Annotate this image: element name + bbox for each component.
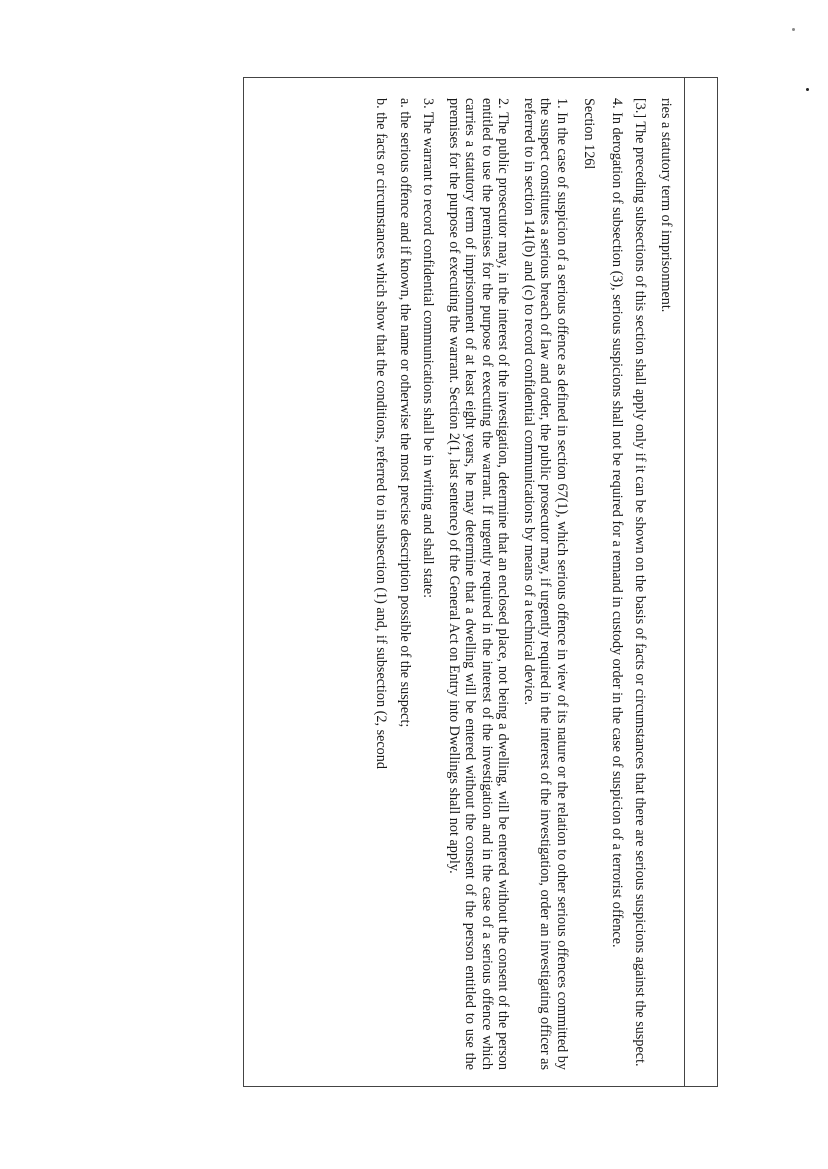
text-column: [244, 78, 684, 1088]
paragraph-continuation: ries a statutory term of imprisonment.: [658, 98, 674, 313]
subsection-2: 2. The public prosecutor may, in the interest of the investigation, determine that an enclosed place, not being a dwelling, will be entered without the consent of the person entitled to use the premises for the purpose of executing the warrant. If urgently required in the interest of the investigation and in the case of a serious offence which carries a statutory term of imprisonment of at least eight years, he may determine that a dwelling will be entered without the consent of the person entitled to use the premises for the purpose of executing the warrant. Section 2(1, last sentence) of the General Act on Entry into Dwellings shall not apply.: [446, 98, 512, 1070]
empty-column: [685, 78, 717, 1086]
document-frame: [243, 77, 718, 1087]
item-b: b. the facts or circumstances which show that the conditions, referred to in subsection (1) and, if subsection (2, second: [373, 98, 390, 769]
section-heading: Section 126l: [581, 98, 598, 170]
paragraph-3: [3.] The preceding subsections of this section shall apply only if it can be shown on the basis of facts or circumstances that there are serious suspicions against the suspect.: [632, 98, 649, 1067]
paragraph-4: 4. In derogation of subsection (3), serious suspicions shall not be required for a remand in custody order in the case of suspicion of a terrorist offence.: [609, 98, 625, 948]
scan-speck: [806, 88, 809, 91]
scan-speck: [792, 28, 795, 31]
subsection-1: 1. In the case of suspicion of a serious offence as defined in section 67(1), which serious offence in view of its nature or the relation to other serious offences committed by the suspect constitutes a serious breach of law and order, the public prosecutor may, if urgently required in the interest of the investigation, order an investigating officer as referred to in section 141(b) and (c) to record confidential communications by means of a technical device.: [521, 98, 570, 1070]
subsection-3: 3. The warrant to record confidential communications shall be in writing and shall state:: [420, 98, 437, 599]
item-a: a. the serious offence and if known, the name or otherwise the most precise description possible of the suspect;: [397, 98, 413, 728]
